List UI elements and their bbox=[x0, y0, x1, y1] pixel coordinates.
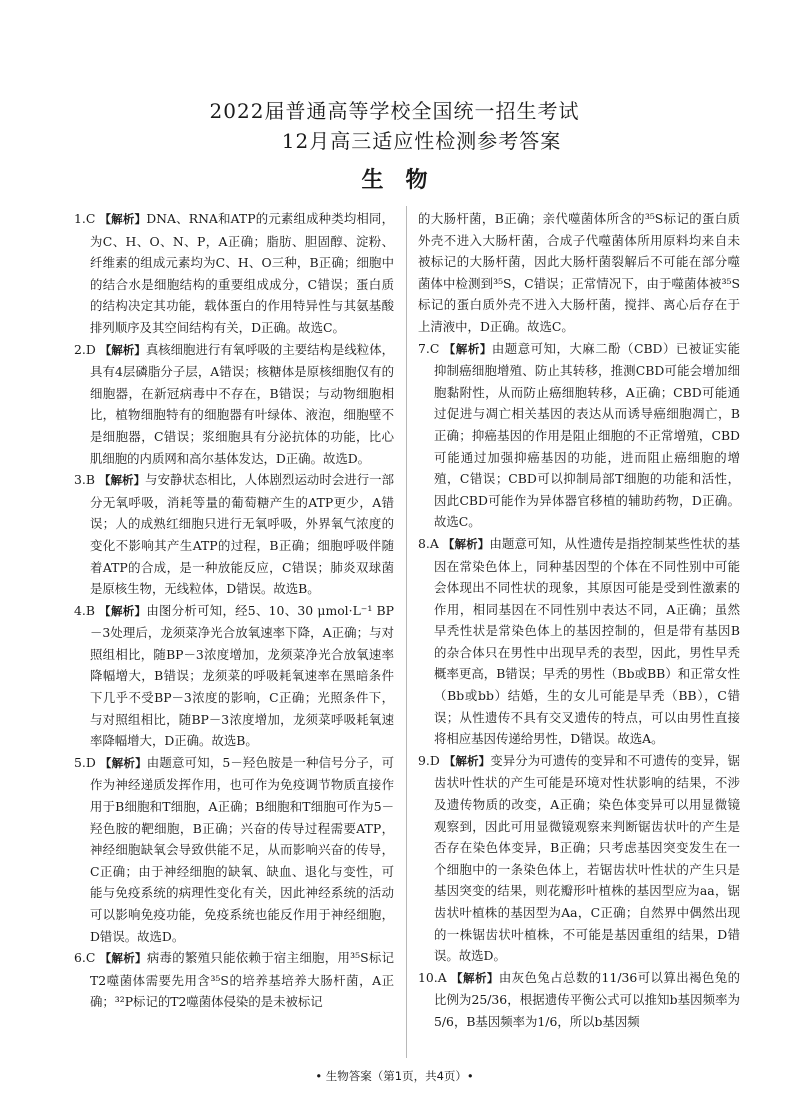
answer-text: 与安静状态相比，人体剧烈运动时会进行一部分无氧呼吸，消耗等量的葡萄糖产生的ATP更少，A错误；人的成熟红细胞只进行无氧呼吸，外界氧气浓度的变化不影响其产生ATP的过程，B正确；细胞呼吸伴随着ATP的合成，是一种放能反应，C错误；肺炎双球菌是原核生物，无线粒体，D错误。故选B。 bbox=[90, 472, 394, 597]
answer-text: 由题意可知，大麻二酚（CBD）已被证实能抑制癌细胞增殖、防止其转移，推测CBD可能会增加细胞黏附性，从而防止癌细胞转移，A正确；CBD可能通过促进与凋亡相关基因的表达从而诱导癌细胞凋亡，B正确；抑癌基因的作用是阻止细胞的不正常增殖，CBD可能通过加强抑癌基因的功能，进而阻止癌细胞的增殖，C错误；CBD可以抑制局部T细胞的功能和活性，因此CBD可能作为异体器官移植的辅助药物，D正确。故选C。 bbox=[434, 340, 740, 530]
analysis-label: 【解析】 bbox=[99, 342, 146, 357]
analysis-label: 【解析】 bbox=[443, 341, 492, 356]
answer-number: 2.D bbox=[74, 341, 96, 357]
answer-item bbox=[74, 947, 394, 1013]
answer-item bbox=[74, 752, 394, 947]
answer-number: 9.D bbox=[418, 752, 440, 768]
answer-item bbox=[74, 339, 394, 470]
answer-text: 由题意可知，从性遗传是指控制某些性状的基因在常染色体上，同种基因型的个体在不同性别中可能会体现出不同性状的现象，其原因可能是受到性激素的作用，相同基因在不同性别中表达不同，A正确；虽然早秃性状是常染色体上的基因控制的，但是带有基因B的杂合体只在男性中出现早秃的表型，因此，男性早秃概率更高，B错误；早秃的男性（Bb或BB）和正常女性（Bb或bb）结婚，生的女儿可能是早秃（BB），C错误；从性遗传不具有交叉遗传的特点，可以由男性直接将相应基因传递给男性，D错误。故选A。 bbox=[434, 535, 740, 747]
answer-text: 的大肠杆菌，B正确；亲代噬菌体所含的³⁵S标记的蛋白质外壳不进入大肠杆菌，合成子代噬菌体所用原料均来自未被标记的大肠杆菌，因此大肠杆菌裂解后不可能在部分噬菌体中检测到³⁵S，C错误；正常情况下，由于噬菌体被³⁵S标记的蛋白质外壳不进入大肠杆菌，搅拌、离心后存在于上清液中，D正确。故选C。 bbox=[418, 211, 740, 334]
analysis-label: 【解析】 bbox=[99, 603, 147, 618]
answer-text: DNA、RNA和ATP的元素组成种类均相同，为C、H、O、N、P，A正确；脂肪、胆固醇、淀粉、纤维素的组成元素均为C、H、O三种，B正确；细胞中的结合水是细胞结构的重要组成成分，C错误；蛋白质的结构决定其功能，载体蛋白的作用特异性与其氨基酸排列顺序及其空间结构有关，D正确。故选C。 bbox=[90, 211, 394, 335]
answer-number: 10.A bbox=[418, 969, 447, 985]
answer-item bbox=[418, 967, 740, 1033]
answer-item bbox=[418, 750, 740, 967]
answer-number: 6.C bbox=[74, 950, 96, 966]
analysis-label: 【解析】 bbox=[451, 970, 499, 985]
answer-text: 由图分析可知，经5、10、30 μmol·L⁻¹ BP－3处理后，龙须菜净光合放氧速率下降，A正确；与对照组相比，随BP－3浓度增加，龙须菜净光合放氧速率降幅增大，B错误；龙须菜的呼吸耗氧速率在黑暗条件下几乎不受BP－3浓度的影响，C正确；光照条件下，与对照组相比，随BP－3浓度增加，龙须菜呼吸耗氧速率降幅增大，D正确。故选B。 bbox=[90, 602, 394, 749]
answer-item bbox=[74, 600, 394, 752]
column-divider bbox=[406, 206, 407, 1058]
answer-text: 由题意可知，5－羟色胺是一种信号分子，可作为神经递质发挥作用，也可作为免疫调节物质直接作用于B细胞和T细胞，A正确；B细胞和T细胞可作为5－羟色胺的靶细胞，B正确；兴奋的传导过程需要ATP，神经细胞缺氧会导致供能不足，从而影响兴奋的传导，C正确；由于神经细胞的缺氧、缺血、退化与变性，可能与免疫系统的病理性变化有关，因此神经系统的活动可以影响免疫功能，免疫系统也能反作用于神经细胞，D错误。故选D。 bbox=[90, 754, 394, 944]
answer-item bbox=[74, 469, 394, 600]
exam-subtitle: 12月高三适应性检测参考答案 bbox=[281, 129, 562, 153]
analysis-label: 【解析】 bbox=[98, 473, 146, 488]
exam-title: 2022届普通高等学校全国统一招生考试 bbox=[209, 99, 580, 123]
answer-number: 7.C bbox=[418, 340, 440, 356]
answer-item bbox=[418, 533, 740, 750]
answer-number: 5.D bbox=[74, 754, 96, 770]
page-footer: • 生物答案（第1页，共4页）• bbox=[315, 1069, 474, 1083]
left-column bbox=[74, 208, 394, 1013]
answer-item bbox=[74, 208, 394, 339]
answer-text: 病毒的繁殖只能依赖于宿主细胞，用³⁵S标记T2噬菌体需要先用含³⁵S的培养基培养大肠杆菌，A正确；³²P标记的T2噬菌体侵染的是未被标记 bbox=[90, 950, 394, 1010]
answer-item bbox=[418, 338, 740, 533]
answer-text: 由灰色兔占总数的11/36可以算出褐色兔的比例为25/36，根据遗传平衡公式可以推知b基因频率为5/6，B基因频率为1/6，所以b基因频 bbox=[434, 969, 740, 1029]
right-column bbox=[418, 208, 740, 1033]
subject-heading: 生物 bbox=[361, 168, 450, 193]
analysis-label: 【解析】 bbox=[442, 536, 490, 551]
answer-number: 1.C bbox=[74, 211, 96, 226]
analysis-label: 【解析】 bbox=[99, 951, 147, 966]
header bbox=[0, 96, 789, 198]
answer-number: 3.B bbox=[74, 472, 95, 488]
answer-text: 真核细胞进行有氧呼吸的主要结构是线粒体，具有4层磷脂分子层，A错误；核糖体是原核细胞仅有的细胞器，在新冠病毒中不存在，B错误；与动物细胞相比，植物细胞特有的细胞器有叶绿体、液泡，细胞壁不是细胞器，C错误；浆细胞具有分泌抗体的功能，比心肌细胞的内质网和高尔基体发达，D正确。故选D。 bbox=[90, 341, 394, 466]
answer-number: 4.B bbox=[74, 602, 95, 618]
analysis-label: 【解析】 bbox=[443, 753, 491, 768]
answer-number: 8.A bbox=[418, 535, 439, 551]
answer-item bbox=[418, 208, 740, 338]
analysis-label: 【解析】 bbox=[99, 755, 147, 770]
analysis-label: 【解析】 bbox=[99, 212, 147, 226]
answer-text: 变异分为可遗传的变异和不可遗传的变异，锯齿状叶性状的产生可能是环境对性状影响的结果，不涉及遗传物质的改变，A正确；染色体变异可以用显微镜观察到，因此可用显微镜观察来判断锯齿状叶的产生是否存在染色体变异，B正确；只考虑基因突变发生在一个细胞中的一条染色体上，若锯齿状叶性状的产生只是基因突变的结果，则花瓣形叶植株的基因型应为aa，锯齿状叶植株的基因型为Aa，C正确；自然界中偶然出现的一株锯齿状叶植株，不可能是基因重组的结果，D错误。故选D。 bbox=[434, 752, 741, 964]
